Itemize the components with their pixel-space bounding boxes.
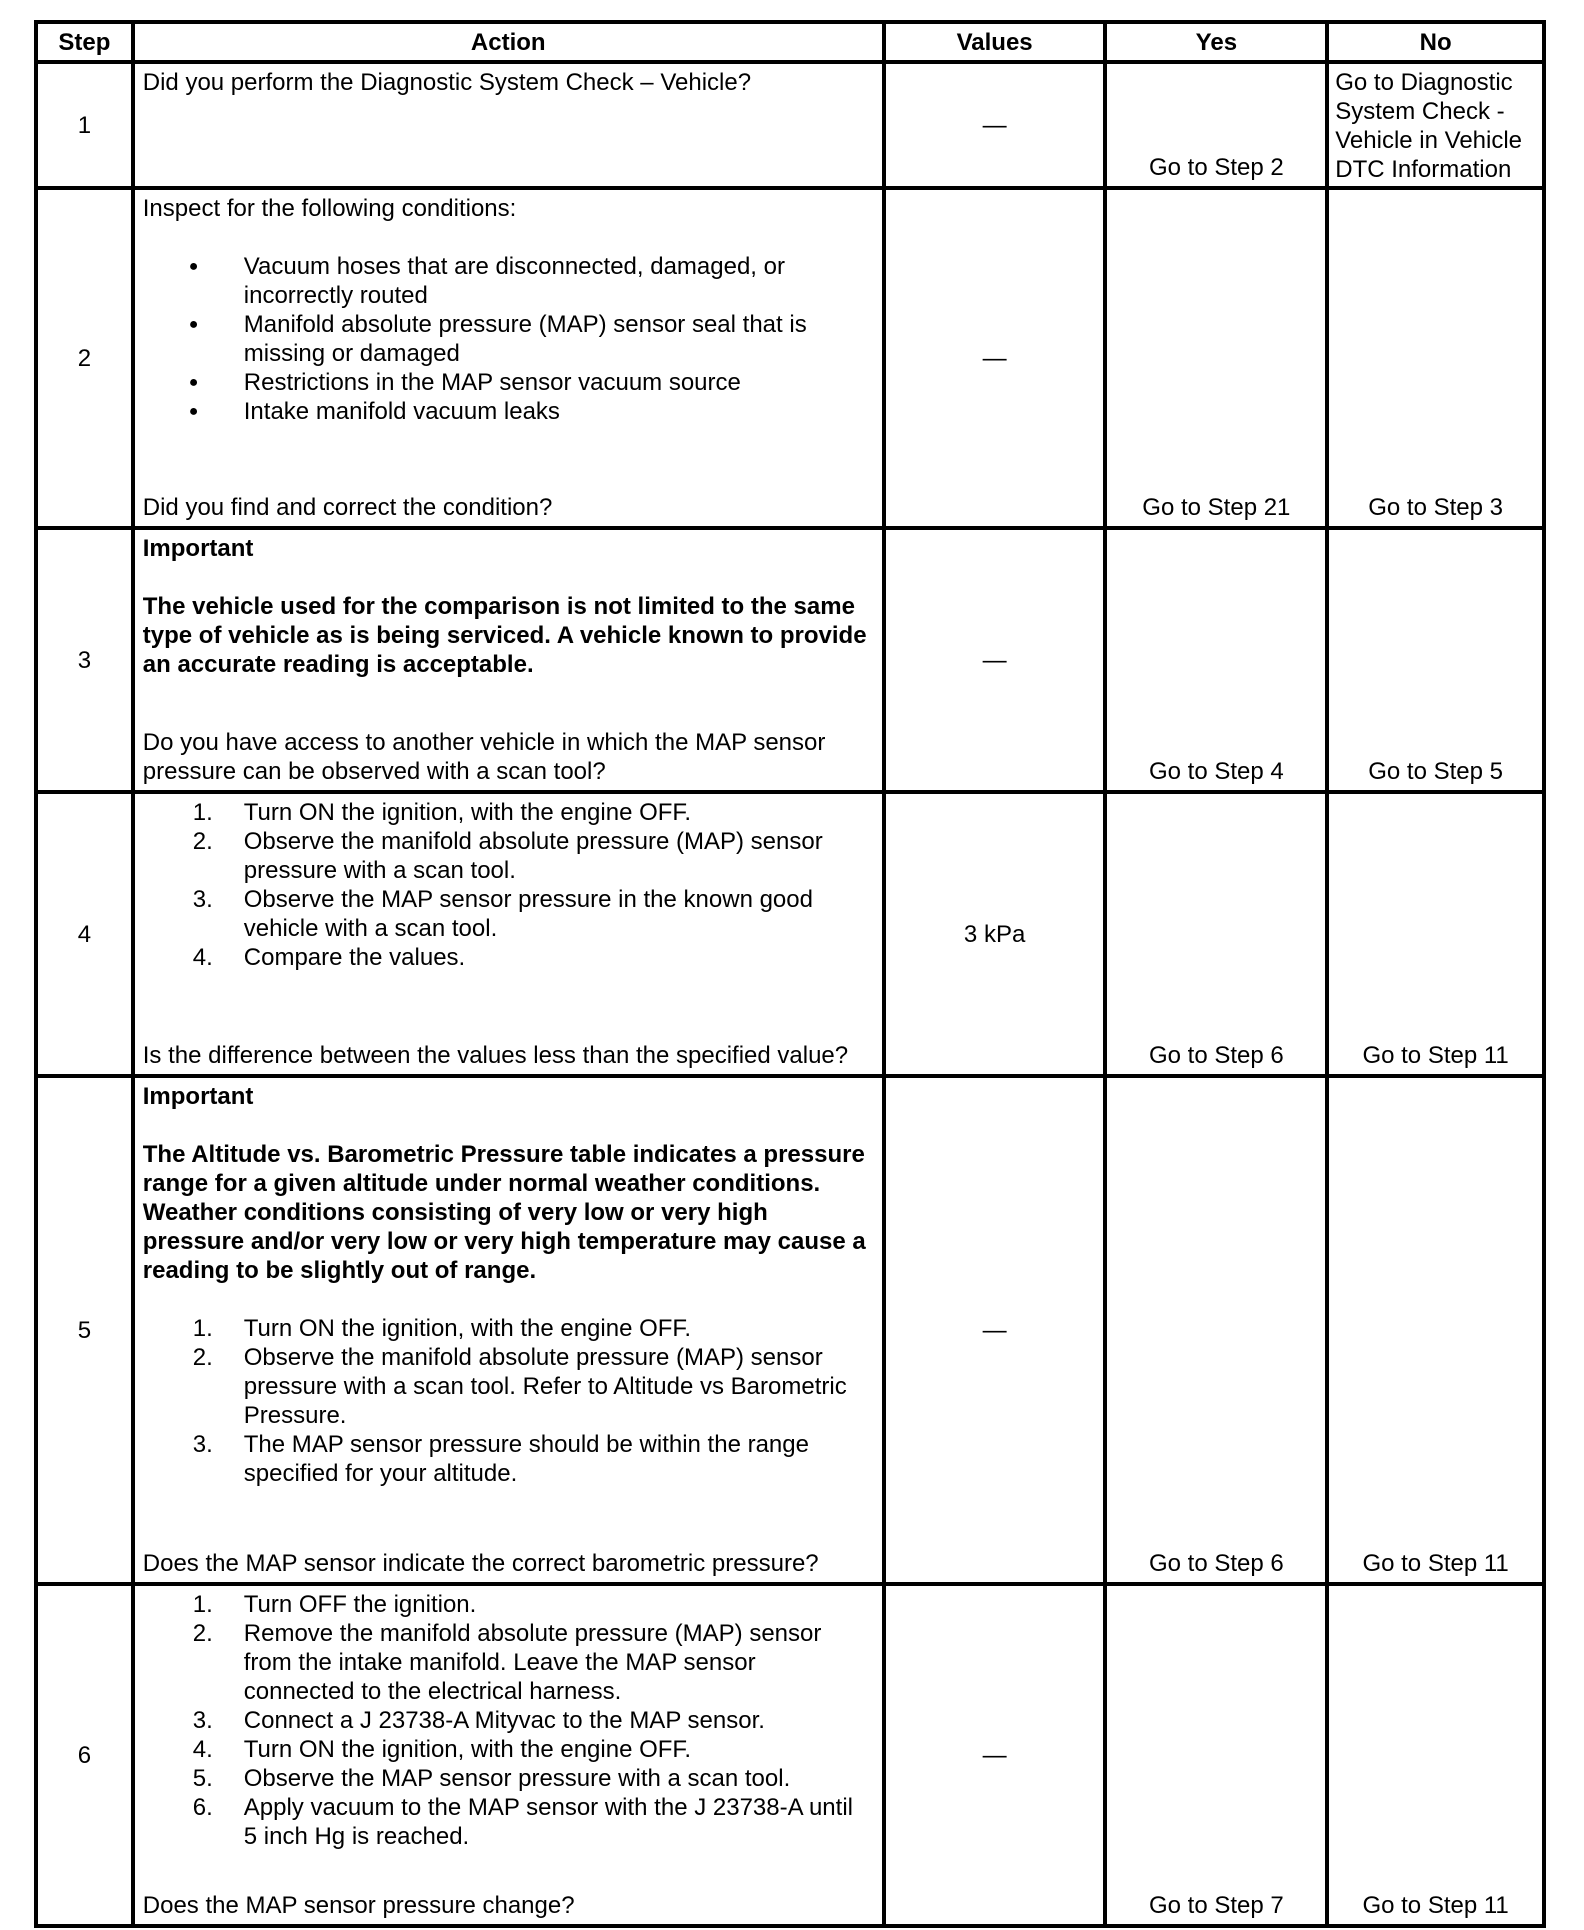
header-yes: Yes	[1105, 22, 1327, 62]
table-row	[36, 1076, 1544, 1584]
item-text: Compare the values.	[243, 944, 466, 971]
yes-cell: Go to Step 21	[1105, 188, 1327, 528]
header-action: Action	[133, 22, 884, 62]
item-text: Turn ON the ignition, with the engine OFF.	[243, 1736, 692, 1763]
value-cell: —	[884, 1076, 1106, 1584]
no-cell: Go to Diagnostic System Check - Vehicle in Vehicle DTC Information	[1327, 62, 1544, 188]
action-question: Did you find and correct the condition?	[142, 494, 553, 521]
yes-cell: Go to Step 4	[1105, 528, 1327, 792]
no-cell: Go to Step 5	[1327, 528, 1544, 792]
item-text: Apply vacuum to the MAP sensor with the J 23738-A until 5 inch Hg is reached.	[243, 1794, 853, 1850]
list-item	[143, 1314, 872, 1343]
value-cell: —	[884, 528, 1106, 792]
header-values: Values	[884, 22, 1106, 62]
item-text: Turn OFF the ignition.	[243, 1591, 477, 1618]
item-number: 2.	[192, 828, 213, 855]
action-question: Does the MAP sensor indicate the correct barometric pressure?	[142, 1550, 819, 1577]
step-number: 1	[36, 62, 133, 188]
action-intro: Inspect for the following conditions:	[142, 195, 517, 222]
yes-cell: Go to Step 6	[1105, 1076, 1327, 1584]
important-text: The vehicle used for the comparison is not limited to the same type of vehicle as is being serviced. A vehicle known to provide an accurate reading is acceptable.	[142, 593, 867, 678]
procedure-list	[143, 1590, 872, 1851]
list-item	[143, 943, 872, 972]
action-question: Does the MAP sensor pressure change?	[142, 1892, 575, 1919]
value-cell: —	[884, 188, 1106, 528]
list-item	[143, 1343, 872, 1430]
list-item	[143, 1793, 872, 1851]
item-text: Observe the MAP sensor pressure with a scan tool.	[243, 1765, 791, 1792]
condition-list	[143, 252, 872, 426]
header-no: No	[1327, 22, 1544, 62]
list-item	[143, 1590, 872, 1619]
item-number: 6.	[192, 1794, 213, 1821]
no-cell: Go to Step 11	[1327, 1076, 1544, 1584]
value-cell: 3 kPa	[884, 792, 1106, 1076]
item-number: 4.	[192, 944, 213, 971]
item-number: 3.	[192, 886, 213, 913]
step-number: 3	[36, 528, 133, 792]
action-cell	[133, 1584, 884, 1926]
yes-cell: Go to Step 7	[1105, 1584, 1327, 1926]
list-item	[143, 827, 872, 885]
procedure-list	[143, 798, 872, 972]
item-text: Turn ON the ignition, with the engine OFF.	[243, 1315, 692, 1342]
list-item	[143, 1764, 872, 1793]
table-row	[36, 62, 1544, 188]
important-text: The Altitude vs. Barometric Pressure table indicates a pressure range for a given altitude under normal weather conditions. Weather conditions consisting of very low or very high pressure and/or very low or very high temperature may cause a reading to be slightly out of range.	[142, 1141, 866, 1284]
item-number: 2.	[192, 1344, 213, 1371]
list-item: ● Restrictions in the MAP sensor vacuum source	[143, 368, 872, 397]
list-item: ● Intake manifold vacuum leaks	[143, 397, 872, 426]
item-text: Observe the manifold absolute pressure (MAP) sensor pressure with a scan tool.	[243, 828, 823, 884]
item-number: 4.	[192, 1736, 213, 1763]
value-cell: —	[884, 1584, 1106, 1926]
list-item	[143, 1706, 872, 1735]
item-text: The MAP sensor pressure should be within the range specified for your altitude.	[243, 1431, 809, 1487]
action-cell	[133, 528, 884, 792]
header-step: Step	[36, 22, 133, 62]
important-label: Important	[142, 1083, 254, 1110]
procedure-list	[143, 1314, 872, 1488]
item-text: Remove the manifold absolute pressure (MAP) sensor from the intake manifold. Leave the MAP sensor connected to the electrical harness.	[243, 1620, 822, 1705]
item-number: 5.	[192, 1765, 213, 1792]
item-number: 3.	[192, 1431, 213, 1458]
step-number: 6	[36, 1584, 133, 1926]
list-item	[143, 1735, 872, 1764]
table-row	[36, 528, 1544, 792]
step-number: 2	[36, 188, 133, 528]
item-text: Observe the manifold absolute pressure (MAP) sensor pressure with a scan tool. Refer to Altitude vs Barometric Pressure.	[243, 1344, 847, 1429]
action-cell	[133, 792, 884, 1076]
table-row	[36, 188, 1544, 528]
list-item: ● Vacuum hoses that are disconnected, damaged, or incorrectly routed	[143, 252, 872, 310]
item-number: 2.	[192, 1620, 213, 1647]
action-cell	[133, 62, 884, 188]
no-cell: Go to Step 11	[1327, 792, 1544, 1076]
list-item	[143, 798, 872, 827]
table-row	[36, 1584, 1544, 1926]
item-number: 3.	[192, 1707, 213, 1734]
action-cell	[133, 188, 884, 528]
table-row	[36, 792, 1544, 1076]
action-question: Is the difference between the values less than the specified value?	[142, 1042, 849, 1069]
yes-cell: Go to Step 2	[1105, 62, 1327, 188]
list-item	[143, 885, 872, 943]
item-number: 1.	[192, 1591, 213, 1618]
list-item: ● Manifold absolute pressure (MAP) sensor seal that is missing or damaged	[143, 310, 872, 368]
important-label: Important	[142, 535, 254, 562]
item-number: 1.	[192, 1315, 213, 1342]
action-cell	[133, 1076, 884, 1584]
action-question: Do you have access to another vehicle in which the MAP sensor pressure can be observed with a scan tool?	[142, 729, 826, 785]
step-number: 4	[36, 792, 133, 1076]
diagnostic-table	[34, 20, 1546, 1928]
step-number: 5	[36, 1076, 133, 1584]
no-cell: Go to Step 3	[1327, 188, 1544, 528]
item-text: Connect a J 23738-A Mityvac to the MAP sensor.	[243, 1707, 765, 1734]
no-cell: Go to Step 11	[1327, 1584, 1544, 1926]
yes-cell: Go to Step 6	[1105, 792, 1327, 1076]
item-text: Turn ON the ignition, with the engine OFF.	[243, 799, 692, 826]
header-row	[36, 22, 1544, 62]
list-item	[143, 1430, 872, 1488]
action-question: Did you perform the Diagnostic System Check – Vehicle?	[142, 69, 752, 96]
list-item	[143, 1619, 872, 1706]
item-number: 1.	[192, 799, 213, 826]
value-cell: —	[884, 62, 1106, 188]
item-text: Observe the MAP sensor pressure in the known good vehicle with a scan tool.	[243, 886, 813, 942]
